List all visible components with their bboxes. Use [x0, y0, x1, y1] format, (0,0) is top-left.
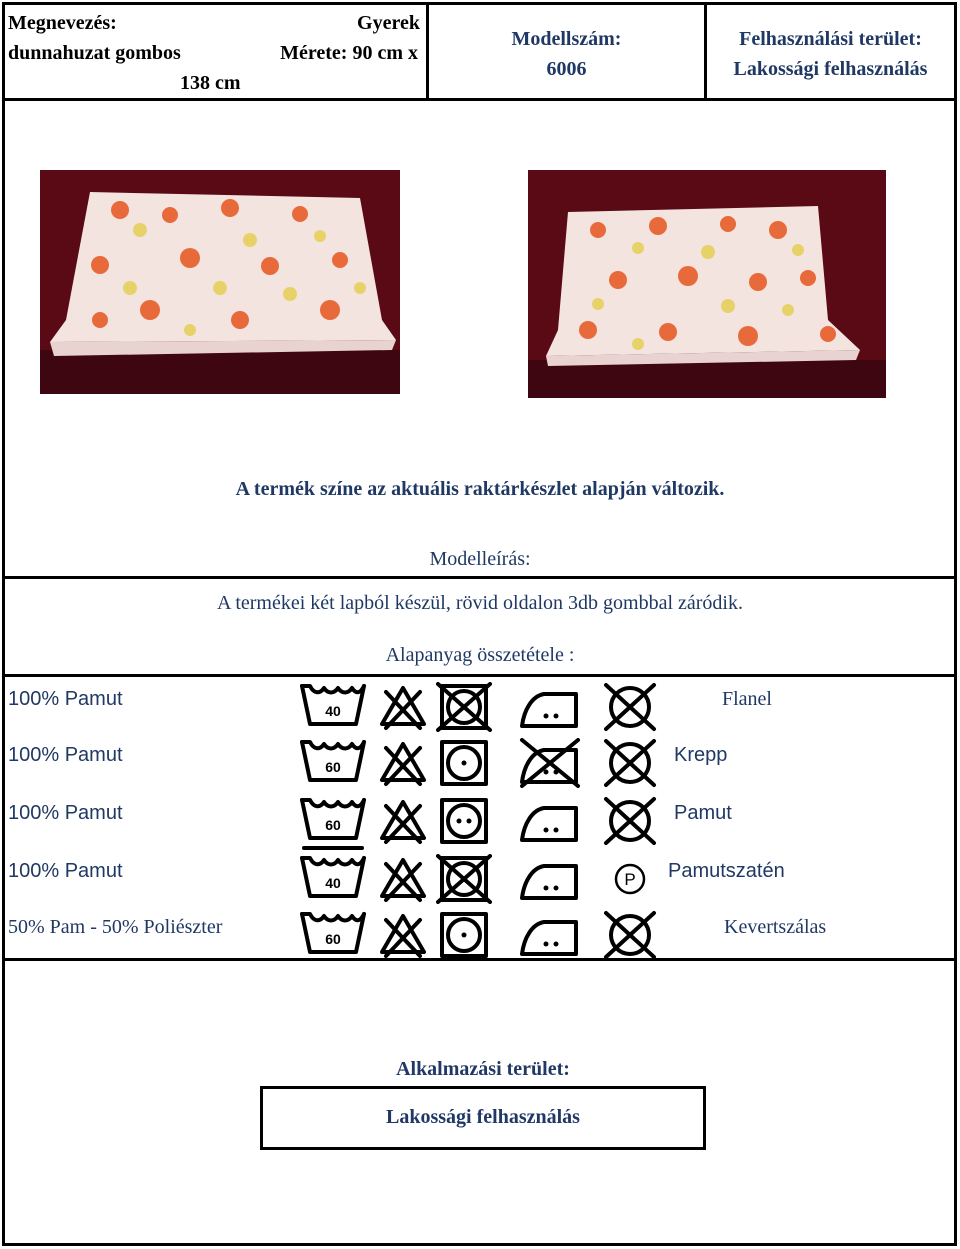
model-number: 6006: [546, 58, 587, 80]
tumble-dry-low-icon: [436, 738, 494, 793]
color-note: A termék színe az aktuális raktárkészlet alapján változik.: [235, 478, 725, 500]
material-title: Alapanyag összetétele :: [385, 644, 575, 666]
size-value: 138 cm: [180, 72, 241, 94]
name-value-line1: Gyerek: [357, 12, 420, 34]
wash-40-icon: [298, 680, 368, 743]
no-dry-clean-icon: [602, 738, 658, 793]
svg-text:P: P: [624, 870, 636, 889]
header-table: [2, 2, 957, 101]
material-row: [0, 916, 960, 972]
material-row: [0, 744, 960, 800]
name-value-line2: dunnahuzat gombos: [8, 42, 181, 64]
material-composition: 50% Pam - 50% Poliészter: [8, 916, 223, 938]
fabric-type: Flanel: [722, 688, 772, 710]
fabric-type: Kevertszálas: [724, 916, 827, 938]
fabric-type: Pamutszatén: [668, 860, 785, 882]
header-name-cell: [2, 2, 429, 98]
duvet-photo-right: [528, 170, 886, 398]
material-composition: 100% Pamut: [8, 860, 123, 882]
svg-text:40: 40: [325, 703, 341, 719]
no-dry-clean-icon: [602, 796, 658, 851]
iron-two-dots-icon: [518, 854, 582, 909]
iron-two-dots-icon: [518, 796, 582, 851]
svg-text:40: 40: [325, 875, 341, 891]
application-title: Alkalmazási terület:: [396, 1058, 570, 1080]
fabric-type: Krepp: [674, 744, 728, 766]
dry-clean-p-icon: [602, 854, 658, 909]
wash-60-gentle-icon: [298, 794, 368, 857]
tumble-dry-normal-icon: [436, 796, 494, 851]
divider-line-3: [2, 958, 957, 961]
model-description-text: A termékei két lapból készül, rövid oldalon 3db gombbal záródik.: [217, 592, 743, 614]
no-iron-icon: [518, 738, 582, 793]
no-dry-clean-icon: [602, 682, 658, 737]
no-bleach-icon: [378, 910, 428, 965]
header-model-cell: [429, 2, 707, 98]
no-tumble-dry-icon: [436, 854, 494, 909]
svg-text:60: 60: [325, 931, 341, 947]
no-bleach-icon: [378, 682, 428, 737]
svg-text:60: 60: [325, 817, 341, 833]
size-label: Mérete: 90 cm x: [280, 42, 418, 64]
no-bleach-icon: [378, 738, 428, 793]
material-row: [0, 802, 960, 858]
wash-60-icon: [298, 908, 368, 971]
wash-40-icon: [298, 852, 368, 915]
no-bleach-icon: [378, 854, 428, 909]
model-label: Modellszám:: [511, 28, 622, 50]
model-description-title: Modelleírás:: [429, 548, 531, 570]
header-usage-cell: [707, 2, 954, 98]
material-composition: 100% Pamut: [8, 744, 123, 766]
application-value: Lakossági felhasználás: [386, 1106, 580, 1128]
wash-60-icon: [298, 736, 368, 799]
no-tumble-dry-icon: [436, 682, 494, 737]
svg-text:60: 60: [325, 759, 341, 775]
usage-value: Lakossági felhasználás: [733, 58, 928, 80]
name-label: Megnevezés:: [8, 12, 117, 34]
divider-line-2: [2, 674, 957, 677]
application-box: [260, 1086, 706, 1150]
material-row: [0, 860, 960, 916]
material-row: [0, 688, 960, 744]
fabric-type: Pamut: [674, 802, 732, 824]
iron-two-dots-icon: [518, 910, 582, 965]
iron-two-dots-icon: [518, 682, 582, 737]
material-composition: 100% Pamut: [8, 688, 123, 710]
divider-line-1: [2, 576, 957, 579]
no-dry-clean-icon: [602, 910, 658, 965]
tumble-dry-low-icon: [436, 910, 494, 965]
material-composition: 100% Pamut: [8, 802, 123, 824]
duvet-photo-left: [40, 170, 400, 394]
usage-label: Felhasználási terület:: [739, 28, 922, 50]
no-bleach-icon: [378, 796, 428, 851]
